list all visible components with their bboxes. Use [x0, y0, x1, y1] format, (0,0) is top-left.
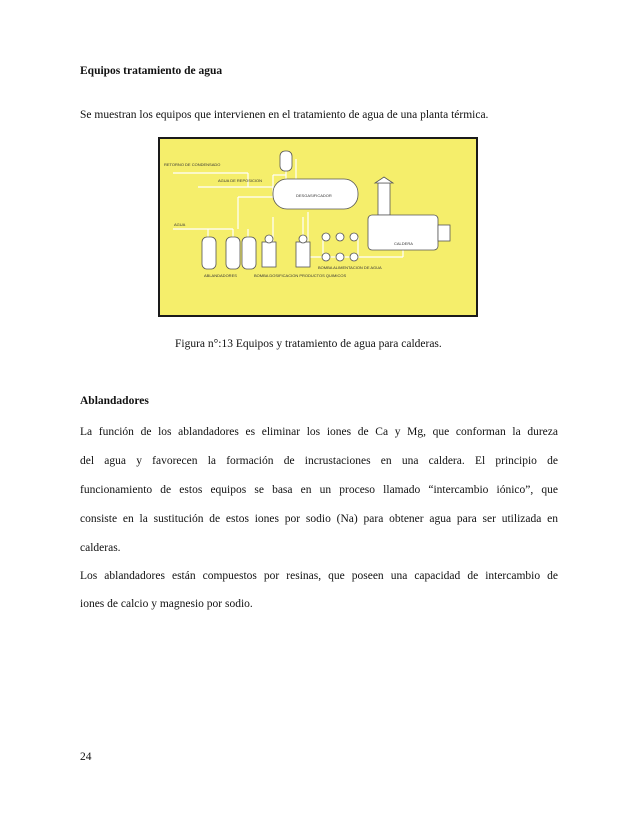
softener-tank-1 [202, 237, 216, 269]
paragraph2-line-1: Los ablandadores están compuestos por resinas, que poseen una capacidad de intercambio de [80, 570, 558, 582]
water-treatment-diagram [158, 137, 478, 317]
label-agua-reposicion: AGUA DE REPOSICION [218, 178, 263, 183]
label-bomba-alimentacion: BOMBA ALIMENTACION DE AGUA [318, 265, 382, 270]
dosing-pump-1 [265, 235, 273, 243]
deaerator-dome [280, 151, 292, 171]
dosing-tank-2 [296, 242, 310, 267]
page-number: 24 [80, 751, 92, 763]
softener-tanks [202, 237, 256, 269]
paragraph1-line-5: calderas. [80, 542, 121, 554]
softener-tank-2 [226, 237, 240, 269]
label-caldera: CALDERA [394, 241, 413, 246]
paragraph2-line-2: iones de calcio y magnesio por sodio. [80, 598, 253, 610]
water-treatment-figure [158, 137, 478, 317]
paragraph1-line-2: del agua y favorecen la formación de incrustaciones en una caldera. El principio de [80, 455, 558, 467]
label-retorno: RETORNO DE CONDENSADO [164, 162, 221, 167]
boiler-burner [438, 225, 450, 241]
label-ablandadores: ABLANDADORES [204, 273, 237, 278]
boiler-stack [378, 183, 390, 215]
section-title: Equipos tratamiento de agua [80, 65, 223, 77]
label-bomba-dosificacion: BOMBA DOSIFICACION PRODUCTOS QUIMICOS [254, 273, 347, 278]
subheading: Ablandadores [80, 395, 149, 407]
dosing-pump-2 [299, 235, 307, 243]
paragraph1-line-3: funcionamiento de estos equipos se basa en un proceso llamado “intercambio iónico”, que [80, 484, 558, 496]
paragraph1-line-4: consiste en la sustitución de estos iones por sodio (Na) para obtener agua para ser utilizada en [80, 513, 558, 525]
label-agua: AGUA [174, 222, 186, 227]
paragraph1-line-1: La función de los ablandadores es eliminar los iones de Ca y Mg, que conforman la dureza [80, 426, 558, 438]
intro-text: Se muestran los equipos que intervienen en el tratamiento de agua de una planta térmica. [80, 109, 489, 121]
softener-tank-3 [242, 237, 256, 269]
dosing-tank-1 [262, 242, 276, 267]
label-desgasificador: DESGASIFICADOR [296, 193, 332, 198]
figure-caption: Figura n°:13 Equipos y tratamiento de agua para calderas. [175, 338, 442, 350]
